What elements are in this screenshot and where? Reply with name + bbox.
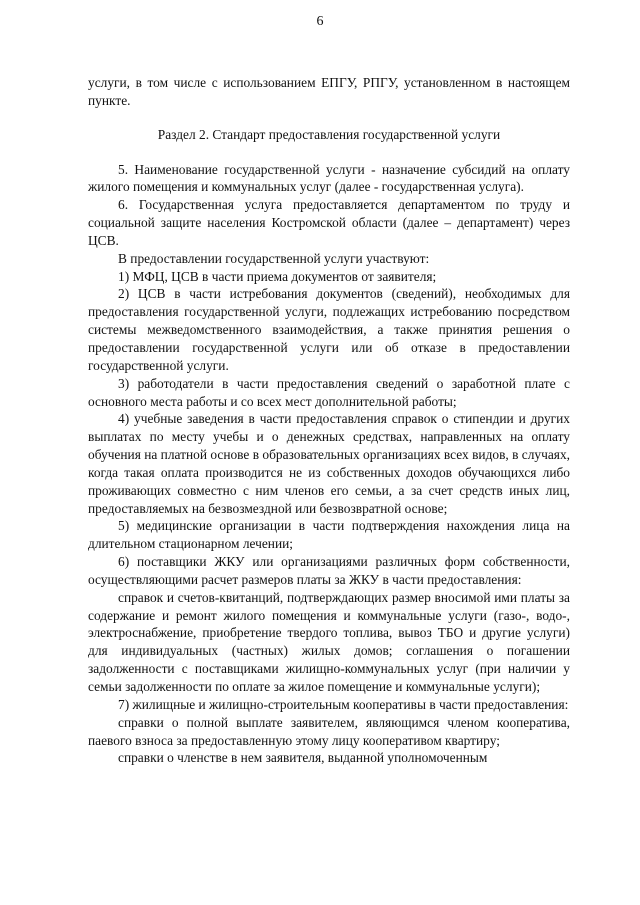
page-number: 6	[316, 14, 324, 29]
paragraph: 2) ЦСВ в части истребования документов (сведений), необходимых для предоставления государственной услуги, подлежащих истребованию посредством системы межведомственного взаимодействия, а также принятия решения о предоставлении государственной услуги или об отказе в предоставлении государственной услуги.	[88, 286, 570, 373]
paragraph: 6. Государственная услуга предоставляется департаментом по труду и социальной защите населения Костромской области (далее – департамент) через ЦСВ.	[88, 197, 570, 248]
paragraph: 5) медицинские организации в части подтверждения нахождения лица на длительном стационарном лечении;	[88, 518, 570, 552]
paragraph: В предоставлении государственной услуги участвуют:	[118, 250, 430, 266]
paragraph: 1) МФЦ, ЦСВ в части приема документов от заявителя;	[118, 268, 437, 284]
document-body	[88, 74, 570, 767]
section-heading: Раздел 2. Стандарт предоставления государственной услуги	[157, 126, 501, 142]
paragraph: 7) жилищные и жилищно-строительным кооперативы в части предоставления:	[118, 696, 569, 712]
paragraph: 6) поставщики ЖКУ или организациями различных форм собственности, осуществляющими расчет размеров платы за ЖКУ в части предоставления:	[88, 554, 570, 587]
paragraph: справок и счетов-квитанций, подтверждающих размер вносимой ими платы за содержание и ремонт жилого помещения и коммунальные услуги (газо-, водо-, электроснабжение, приобретение твердого топлива, вывоз ТБО и другие услуги) для индивидуальных (частных) жилых домов; соглашения о погашении задолженности с поставщиками жилищно-коммунальных услуг (при наличии у семьи задолженности по оплате за жилое помещение и коммунальные услуги);	[88, 589, 570, 694]
paragraph: услуги, в том числе с использованием ЕПГУ, РПГУ, установленном в настоящем пункте.	[88, 75, 570, 108]
paragraph: справки о членстве в нем заявителя, выданной уполномоченным	[118, 750, 488, 766]
paragraph: 4) учебные заведения в части предоставления справок о стипендии и других выплатах по месту учебы и о денежных средствах, направленных на оплату обучения на платной основе в образовательных организациях всех видов, в случаях, когда такая оплата производится не из собственных доходов обучающихся либо проживающих совместно с ним членов его семьи, а за счет средств иных лиц, предоставляемых на безвозмездной или безвозвратной основе;	[88, 411, 570, 516]
paragraph: справки о полной выплате заявителем, являющимся членом кооператива, паевого взноса за предоставленную этому лицу кооперативом квартиру;	[88, 714, 570, 748]
paragraph: 3) работодатели в части предоставления сведений о заработной плате с основного места работы и со всех мест дополнительной работы;	[88, 375, 570, 409]
paragraph: 5. Наименование государственной услуги - назначение субсидий на оплату жилого помещения и коммунальных услуг (далее - государственная услуга).	[88, 161, 570, 195]
